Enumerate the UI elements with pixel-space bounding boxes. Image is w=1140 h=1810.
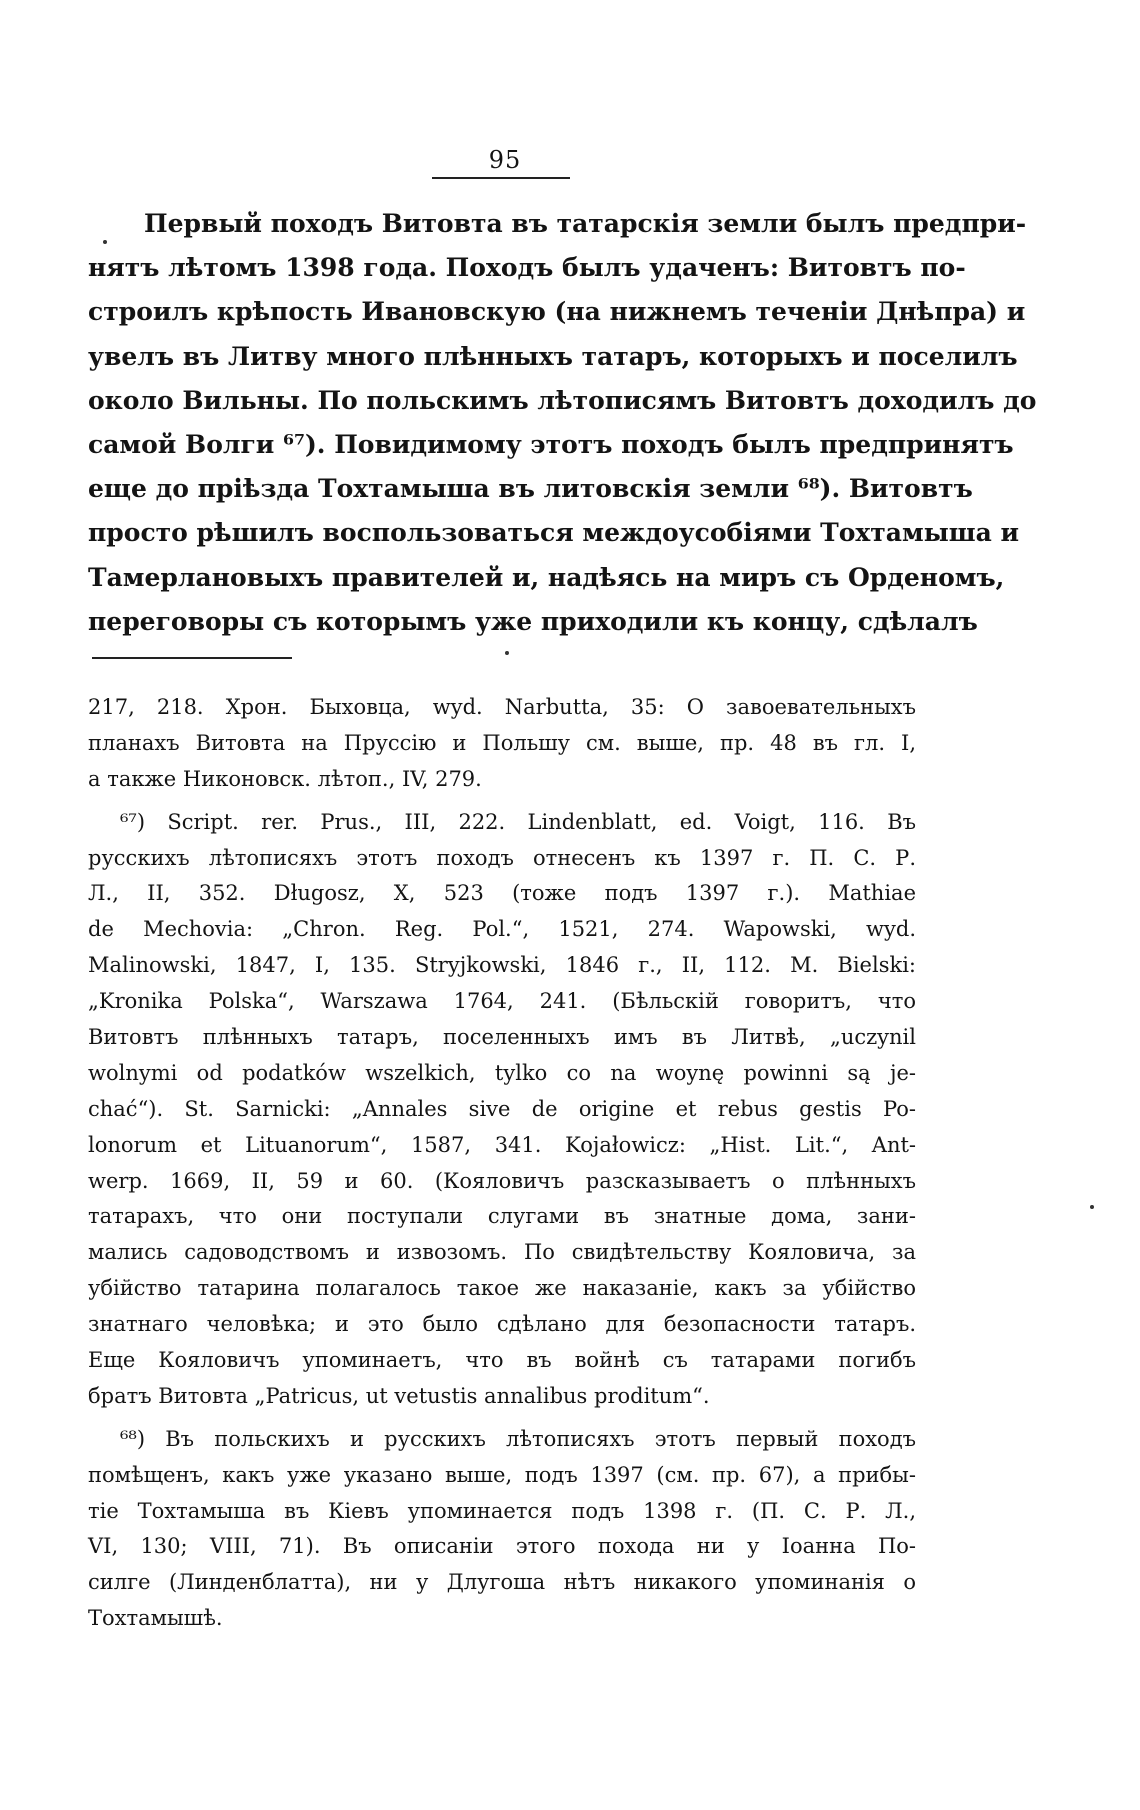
main-line: Тамерлановыхъ правителей и, надѣясь на миръ съ Орденомъ, — [88, 562, 1005, 592]
footnote-rule — [92, 657, 292, 659]
footnote-line: братъ Витовта „Patricus, ut vetustis annalibus proditum“. — [88, 1383, 710, 1408]
main-line: самой Волги ⁶⁷). Повидимому этотъ походъ былъ предпринятъ — [88, 429, 1014, 459]
footnote-line: татарахъ, что они поступали слугами въ знатные дома, зани- — [88, 1204, 916, 1229]
footnote-line: chać“). St. Sarnicki: „Annales sive de origine et rebus gestis Po- — [88, 1096, 916, 1121]
footnote-line: убійство татарина полагалось такое же наказаніе, какъ за убійство — [88, 1276, 916, 1301]
footnote-line: знатнаго человѣка; и это было сдѣлано для безопасности татаръ. — [88, 1312, 916, 1337]
main-line: Первый походъ Витовта въ татарскія земли былъ предпри- — [144, 209, 1027, 238]
footnote-line: lonorum et Lituanorum“, 1587, 341. Kojałowicz: „Hist. Lit.“, Ant- — [88, 1132, 916, 1157]
scan-speck — [505, 651, 509, 655]
footnote-67 — [88, 805, 916, 1415]
footnote-line: VI, 130; VIII, 71). Въ описаніи этого похода ни у Іоанна По- — [88, 1534, 916, 1559]
footnote-line: ⁶⁷) Script. rer. Prus., III, 222. Lindenblatt, ed. Voigt, 116. Въ — [120, 809, 916, 834]
footnote-continued — [88, 690, 916, 798]
footnote-line: мались садоводствомъ и извозомъ. По свидѣтельству Кояловича, за — [88, 1240, 916, 1265]
footnote-line: силге (Линденблатта), ни у Длугоша нѣтъ никакого упоминанія о — [88, 1570, 916, 1595]
main-line: еще до пріѣзда Тохтамыша въ литовскія земли ⁶⁸). Витовтъ — [88, 474, 973, 504]
footnotes — [88, 690, 916, 1637]
footnote-line: werp. 1669, II, 59 и 60. (Кояловичъ разсказываетъ о плѣнныхъ — [88, 1168, 916, 1193]
page-number: 95 — [488, 146, 522, 174]
footnote-line: Malinowski, 1847, I, 135. Stryjkowski, 1846 г., II, 112. M. Bielski: — [88, 953, 916, 978]
scan-speck — [103, 240, 107, 244]
footnote-line: помѣщенъ, какъ уже указано выше, подъ 1397 (см. пр. 67), а прибы- — [88, 1462, 916, 1487]
main-line: переговоры съ которымъ уже приходили къ концу, сдѣлалъ — [88, 606, 978, 636]
footnote-line: русскихъ лѣтописяхъ этотъ походъ отнесенъ къ 1397 г. П. С. Р. — [88, 845, 916, 870]
footnote-line: ⁶⁸) Въ польскихъ и русскихъ лѣтописяхъ этотъ первый походъ — [120, 1426, 916, 1451]
main-line: увелъ въ Литву много плѣнныхъ татаръ, которыхъ и поселилъ — [88, 341, 1018, 371]
footnote-68 — [88, 1422, 916, 1637]
main-text — [88, 202, 1037, 644]
main-line: нятъ лѣтомъ 1398 года. Походъ былъ удаченъ: Витовтъ по- — [88, 253, 966, 283]
footnote-line: de Mechovia: „Chron. Reg. Pol.“, 1521, 274. Wapowski, wyd. — [88, 917, 916, 942]
footnote-line: 217, 218. Хрон. Быховца, wyd. Narbutta, 35: О завоевательныхъ — [88, 695, 916, 719]
main-line: около Вильны. По польскимъ лѣтописямъ Витовтъ доходилъ до — [88, 385, 1037, 415]
footnote-line: Еще Кояловичъ упоминаетъ, что въ войнѣ съ татарами погибъ — [88, 1348, 916, 1373]
footnote-line: Витовтъ плѣнныхъ татаръ, поселенныхъ имъ въ Литвѣ, „uczynil — [88, 1025, 916, 1050]
main-line: просто рѣшилъ воспользоваться междоусобіями Тохтамыша и — [88, 518, 1020, 548]
header-rule — [432, 177, 570, 179]
scan-speck — [1090, 1205, 1094, 1209]
footnote-line: планахъ Витовта на Пруссію и Польшу см. выше, пр. 48 въ гл. I, — [88, 730, 916, 755]
footnote-line: wolnymi od podatków wszelkich, tylko co na woynę powinni są je- — [88, 1060, 916, 1085]
footnote-line: Тохтамышѣ. — [88, 1606, 223, 1631]
main-line: строилъ крѣпость Ивановскую (на нижнемъ теченіи Днѣпра) и — [88, 297, 1026, 327]
footnote-line: а также Никоновск. лѣтоп., IV, 279. — [88, 766, 482, 791]
footnote-line: „Kronika Polska“, Warszawa 1764, 241. (Бѣльскій говоритъ, что — [88, 989, 916, 1014]
footnote-line: тіе Тохтамыша въ Кіевъ упоминается подъ 1398 г. (П. С. Р. Л., — [88, 1498, 916, 1523]
footnote-line: Л., II, 352. Długosz, X, 523 (тоже подъ 1397 г.). Mathiae — [88, 881, 916, 906]
